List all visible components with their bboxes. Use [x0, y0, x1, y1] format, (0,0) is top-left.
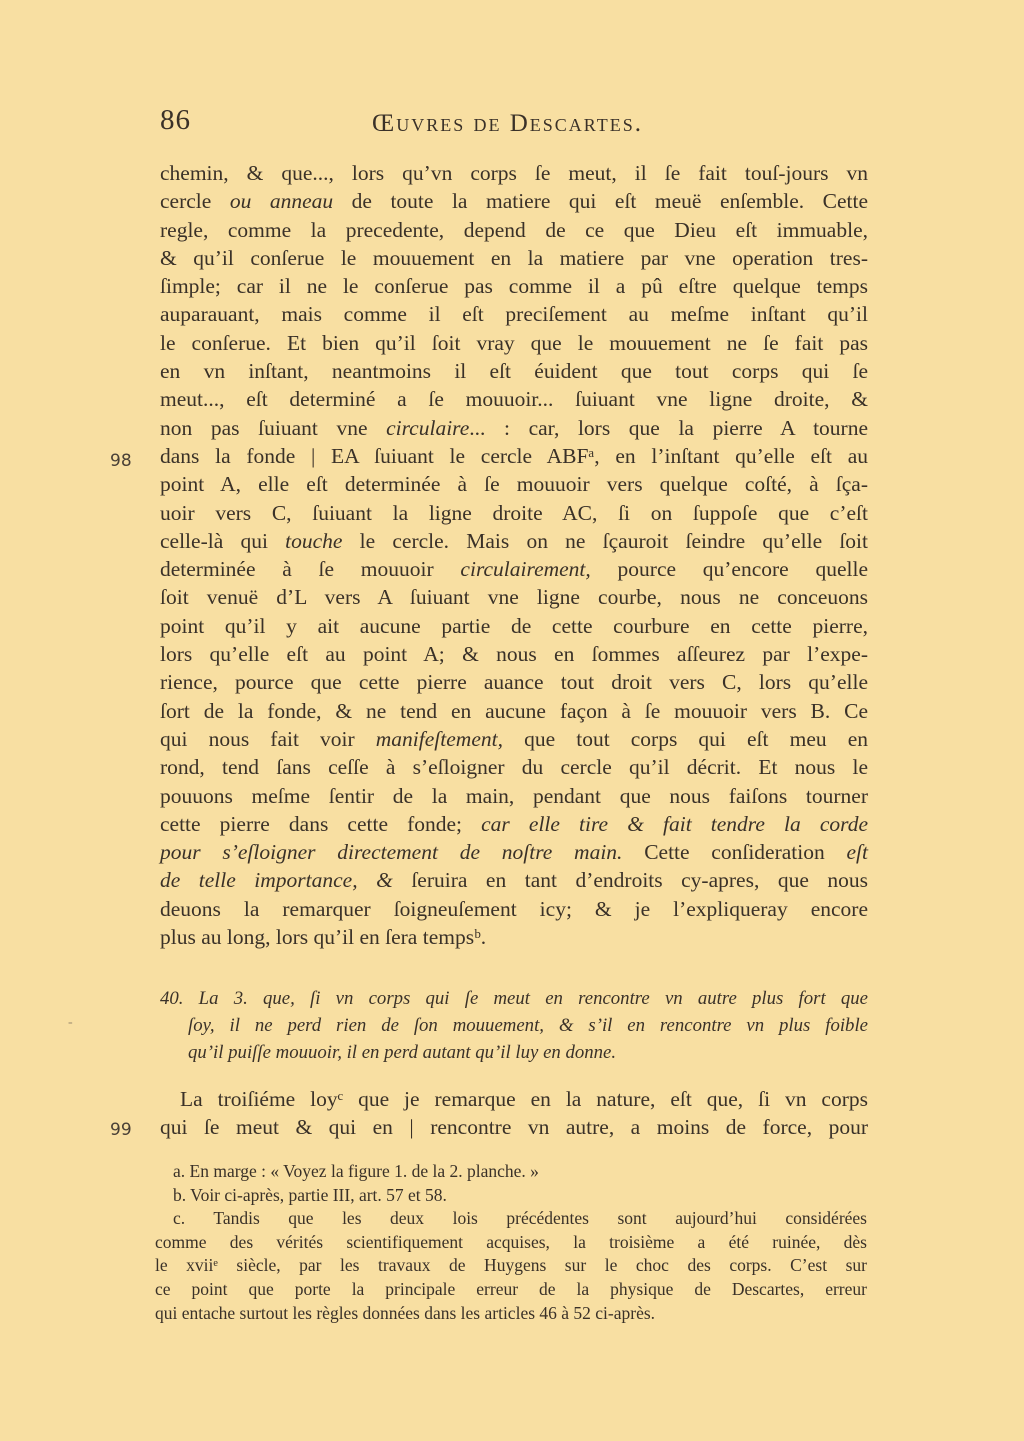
text-line: & qu’il conſerue le mouuement en la matiere par vne operation tres-: [160, 245, 868, 270]
text-line: non pas ſuiuant vne circulaire... : car, lors que la pierre A tourne: [160, 415, 868, 440]
margin-reference-99: 99: [110, 1120, 132, 1140]
second-paragraph: [160, 1085, 868, 1142]
footnote-c-line: comme des vérités scientifiquement acquises, la troisième a été ruinée, dès: [155, 1231, 867, 1252]
text-line: deuons la remarquer ſoigneuſement icy; & je l’expliqueray encore: [160, 896, 868, 921]
footnote-a: a. En marge : « Voyez la figure 1. de la 2. planche. »: [173, 1161, 539, 1181]
text-line: plus au long, lors qu’il en ſera tempsᵇ.: [160, 925, 487, 950]
text-line: auparauant, mais comme il eſt preciſement au meſme inſtant qu’il: [160, 302, 868, 327]
text-line: determinée à ſe mouuoir circulairement, pource qu’encore quelle: [160, 557, 869, 582]
text-line: pouuons meſme ſentir de la main, pendant que nous faiſons tourner: [160, 783, 868, 808]
text-line: meut..., eſt determiné a ſe mouuoir... ſuiuant vne ligne droite, &: [160, 387, 868, 412]
text-line: ſort de la fonde, & ne tend en aucune façon à ſe mouuoir vers B. Ce: [160, 698, 868, 723]
text-line: celle-là qui touche le cercle. Mais on ne ſçauroit ſeindre qu’elle ſoit: [160, 528, 868, 553]
page-number: 86: [160, 104, 191, 136]
footnote-c-line: ce point que porte la principale erreur de la physique de Descartes, erreur: [155, 1278, 867, 1299]
footnotes: [155, 1160, 867, 1325]
text-line: qui ſe meut & qui en | rencontre vn autre, a moins de force, pour: [160, 1115, 868, 1140]
text-line: lors qu’elle eſt au point A; & nous en ſommes aſſeurez par l’expe-: [160, 642, 868, 667]
text-line: pour s’eſloigner directement de noſtre main. Cette conſideration eſt: [160, 840, 868, 865]
text-line: La troiſiéme loyᶜ que je remarque en la nature, eſt que, ſi vn corps: [180, 1087, 868, 1111]
text-line: en vn inſtant, neantmoins il eſt éuident que tout corps qui ſe: [160, 359, 868, 384]
page-header: [160, 104, 870, 144]
text-line: uoir vers C, ſuiuant la ligne droite AC, ſi on ſuppoſe que c’eſt: [160, 500, 868, 525]
footnote-c-line: le xviiᵉ siècle, par les travaux de Huygens sur le choc des corps. C’est sur: [155, 1255, 867, 1276]
text-line: le conſerue. Et bien qu’il ſoit vray que le mouuement ne ſe fait pas: [160, 330, 868, 355]
margin-reference-98: 98: [110, 451, 132, 471]
footnote-b: b. Voir ci-après, partie III, art. 57 et 58.: [173, 1184, 447, 1205]
text-line: chemin, & que..., lors qu’vn corps ſe meut, il ſe fait touſ-jours vn: [160, 161, 868, 185]
text-line: ſoit venuë d’L vers A ſuiuant vne ligne courbe, nous ne conceuons: [160, 585, 868, 610]
heading-line: ſoy, il ne perd rien de ſon mouuement, & s’il en rencontre vn plus foible: [188, 1015, 868, 1036]
footnote-c-line: qui entache surtout les règles données dans les articles 46 à 52 ci-après.: [155, 1302, 656, 1323]
text-line: rond, tend ſans ceſſe à s’eſloigner du cercle qu’il décrit. Et nous le: [160, 755, 868, 780]
article-heading: [160, 985, 868, 1066]
text-line: cette pierre dans cette fonde; car elle tire & fait tendre la corde: [160, 811, 869, 836]
text-line: regle, comme la precedente, depend de ce que Dieu eſt immuable,: [160, 217, 868, 242]
text-line: dans la fonde | EA ſuiuant le cercle ABFᵃ, en l’inſtant qu’elle eſt au: [160, 443, 868, 468]
text-line: point A, elle eſt determinée à ſe mouuoir vers quelque coſté, à ſça-: [160, 472, 868, 497]
text-line: ſimple; car il ne le conſerue pas comme il a pû eſtre quelque temps: [160, 274, 868, 299]
heading-line: qu’il puiſſe mouuoir, il en perd autant qu’il luy en donne.: [188, 1042, 617, 1063]
text-line: rience, pource que cette pierre auance tout droit vers C, lors qu’elle: [160, 670, 868, 695]
margin-dash: -: [68, 1015, 73, 1030]
text-line: qui nous fait voir manifeſtement, que tout corps qui eſt meu en: [160, 726, 869, 751]
main-paragraph: [160, 159, 868, 951]
heading-line: 40. La 3. que, ſi vn corps qui ſe meut en rencontre vn autre plus fort que: [160, 988, 868, 1009]
text-line: de telle importance, & ſeruira en tant d’endroits cy-apres, que nous: [160, 868, 868, 893]
text-line: point qu’il y ait aucune partie de cette courbure en cette pierre,: [160, 613, 868, 638]
text-line: cercle ou anneau de toute la matiere qui eſt meuë enſemble. Cette: [160, 189, 869, 214]
footnote-c: c. Tandis que les deux lois précédentes sont aujourd’hui considérées: [173, 1208, 867, 1229]
running-title: Œuvres de Descartes.: [372, 110, 643, 137]
